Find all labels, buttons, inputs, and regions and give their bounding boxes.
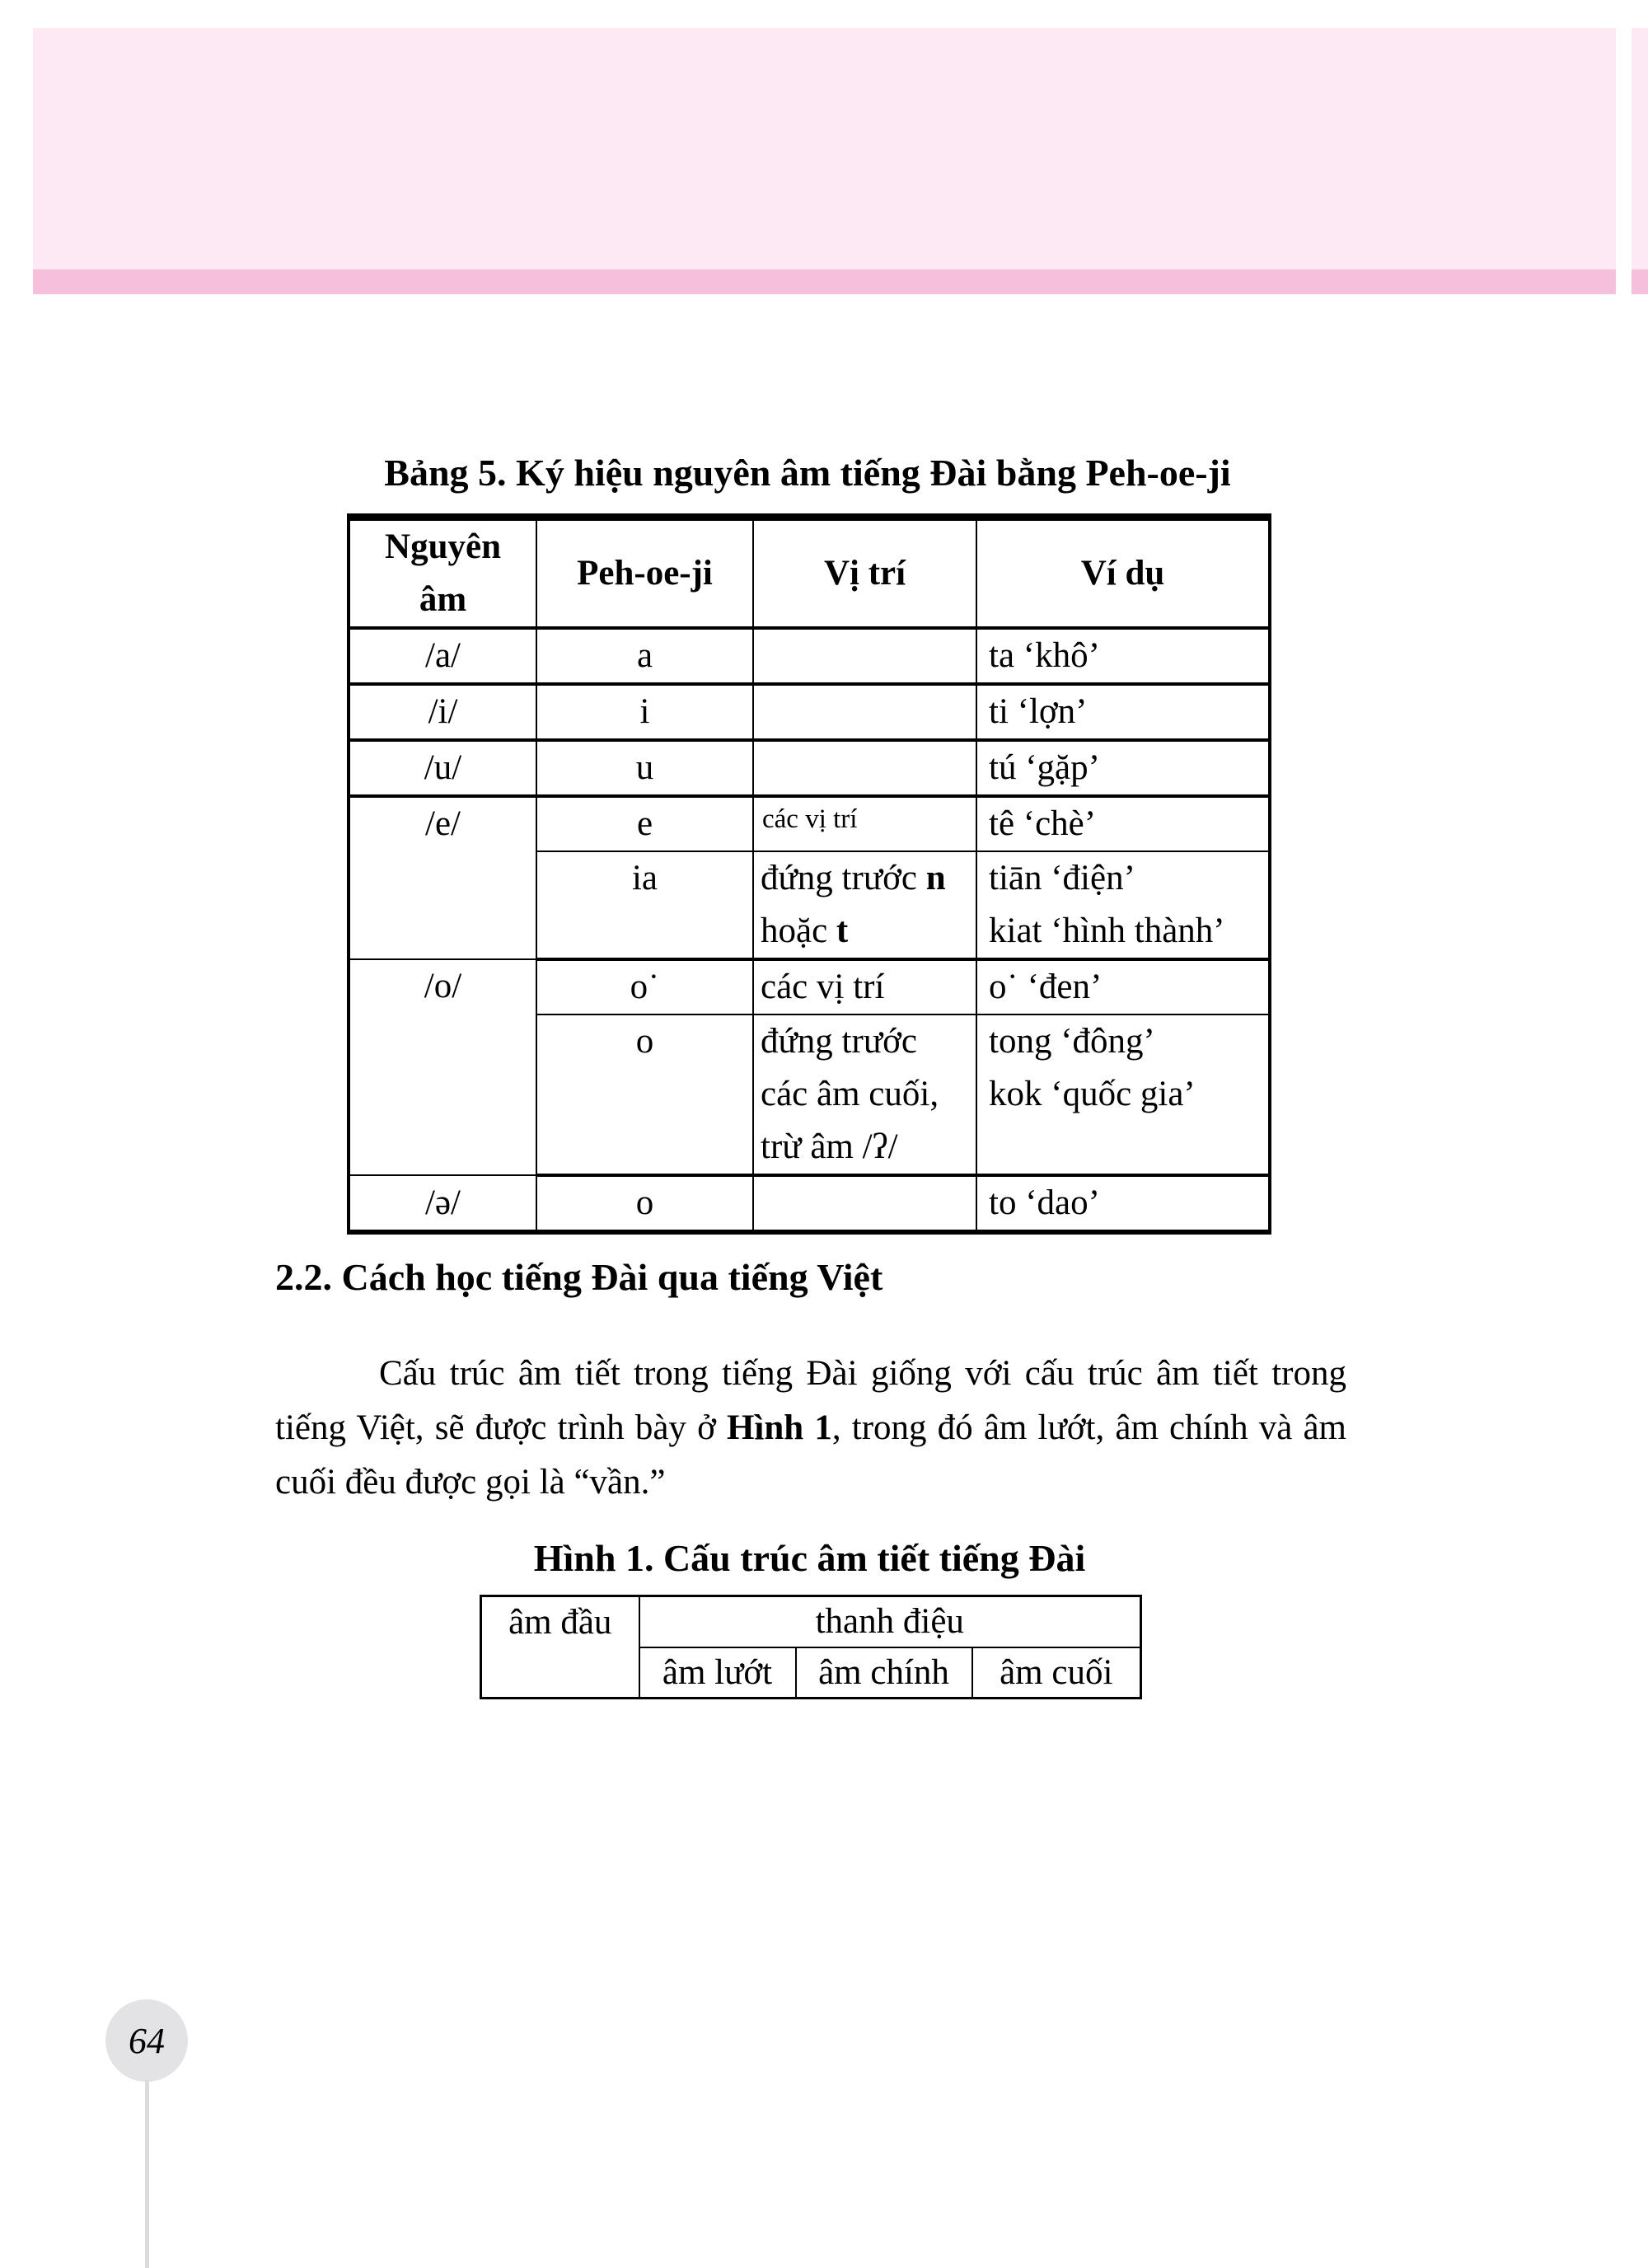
cell-position-a xyxy=(753,628,976,684)
figure1-syllable-structure xyxy=(480,1595,1142,1699)
cell-phoneme-i: /i/ xyxy=(349,684,536,740)
cell-example-schwa: to ‘dao’ xyxy=(976,1175,1270,1232)
table5-row-schwa xyxy=(349,1175,1270,1232)
cell-poj-i: i xyxy=(536,684,753,740)
page-number: 64 xyxy=(129,2020,165,2061)
table5-header-row xyxy=(349,518,1270,629)
cell-example-o xyxy=(976,1015,1270,1175)
cell-position-u xyxy=(753,740,976,796)
col-header-vi-tri: Vị trí xyxy=(753,518,976,629)
table5-vowel-symbols xyxy=(347,513,1271,1235)
cell-example-a: ta ‘khô’ xyxy=(976,628,1270,684)
cell-position-ia xyxy=(753,851,976,959)
col-header-peh-oe-ji: Peh-oe-ji xyxy=(536,518,753,629)
cell-position-o-dot: các vị trí xyxy=(753,959,976,1015)
paragraph-text-before: Cấu trúc âm tiết trong tiếng Đài giống với cấu trúc âm tiết trong tiếng Việt, sẽ được trình bày ở xyxy=(275,1354,1346,1447)
cell-poj-e: e xyxy=(536,796,753,851)
cell-example-e: tê ‘chè’ xyxy=(976,796,1270,851)
cell-am-dau: âm đầu xyxy=(481,1596,639,1699)
paragraph-figure-ref: Hình 1 xyxy=(726,1408,832,1447)
paragraph-text-after: , trong đó âm lướt, âm chính và âm cuối đều được gọi là “vần.” xyxy=(275,1408,1347,1502)
table5-row-e xyxy=(349,796,1270,851)
cell-phoneme-e: /e/ xyxy=(349,796,536,959)
example-o-line2: kok ‘quốc gia’ xyxy=(989,1075,1196,1113)
col-header-vi-du: Ví dụ xyxy=(976,518,1270,629)
header-band-edge-sliver-dark xyxy=(1632,269,1648,294)
position-ia-bold-n: n xyxy=(925,859,946,897)
cell-example-u: tú ‘gặp’ xyxy=(976,740,1270,796)
header-band-dark-strip xyxy=(33,269,1616,294)
example-ia-line2: kiat ‘hình thành’ xyxy=(989,911,1225,950)
figure1-row-top xyxy=(481,1596,1141,1647)
page-number-tail-line xyxy=(145,2080,149,2268)
body-paragraph xyxy=(275,1347,1346,1510)
header-band-edge-sliver xyxy=(1632,28,1648,269)
position-ia-bold-t: t xyxy=(836,911,849,950)
position-ia-text1: đứng trước xyxy=(761,859,926,897)
cell-am-luot: âm lướt xyxy=(639,1647,796,1699)
table5-row-o-dot xyxy=(349,959,1270,1015)
col-header-nguyen-am: Nguyên âm xyxy=(349,518,536,629)
cell-phoneme-u: /u/ xyxy=(349,740,536,796)
example-ia-line1: tiān ‘điện’ xyxy=(989,859,1135,897)
cell-position-e: các vị trí xyxy=(753,796,976,851)
table5-row-i xyxy=(349,684,1270,740)
cell-poj-o-dot: o˙ xyxy=(536,959,753,1015)
cell-phoneme-a: /a/ xyxy=(349,628,536,684)
figure1-caption: Hình 1. Cấu trúc âm tiết tiếng Đài xyxy=(533,1537,1086,1579)
cell-phoneme-o: /o/ xyxy=(349,959,536,1175)
cell-poj-u: u xyxy=(536,740,753,796)
section-heading: 2.2. Cách học tiếng Đài qua tiếng Việt xyxy=(275,1256,883,1298)
cell-am-cuoi: âm cuối xyxy=(972,1647,1141,1699)
header-band-light xyxy=(33,28,1616,269)
cell-thanh-dieu: thanh điệu xyxy=(639,1596,1141,1647)
table5-row-u xyxy=(349,740,1270,796)
cell-poj-ia: ia xyxy=(536,851,753,959)
table5-row-a xyxy=(349,628,1270,684)
cell-poj-schwa: o xyxy=(536,1175,753,1232)
cell-am-chinh: âm chính xyxy=(796,1647,972,1699)
cell-example-o-dot: o˙ ‘đen’ xyxy=(976,959,1270,1015)
cell-position-i xyxy=(753,684,976,740)
cell-poj-a: a xyxy=(536,628,753,684)
table5-caption: Bảng 5. Ký hiệu nguyên âm tiếng Đài bằng Peh-oe-ji xyxy=(384,452,1231,494)
cell-phoneme-schwa: /ə/ xyxy=(349,1175,536,1232)
cell-position-o: đứng trước các âm cuối, trừ âm /ʔ/ xyxy=(753,1015,976,1175)
cell-example-ia xyxy=(976,851,1270,959)
cell-example-i: ti ‘lợn’ xyxy=(976,684,1270,740)
cell-position-schwa xyxy=(753,1175,976,1232)
position-ia-text2: hoặc xyxy=(761,911,836,950)
example-o-line1: tong ‘đông’ xyxy=(989,1022,1155,1061)
cell-poj-o: o xyxy=(536,1015,753,1175)
page-number-badge xyxy=(105,1999,188,2082)
